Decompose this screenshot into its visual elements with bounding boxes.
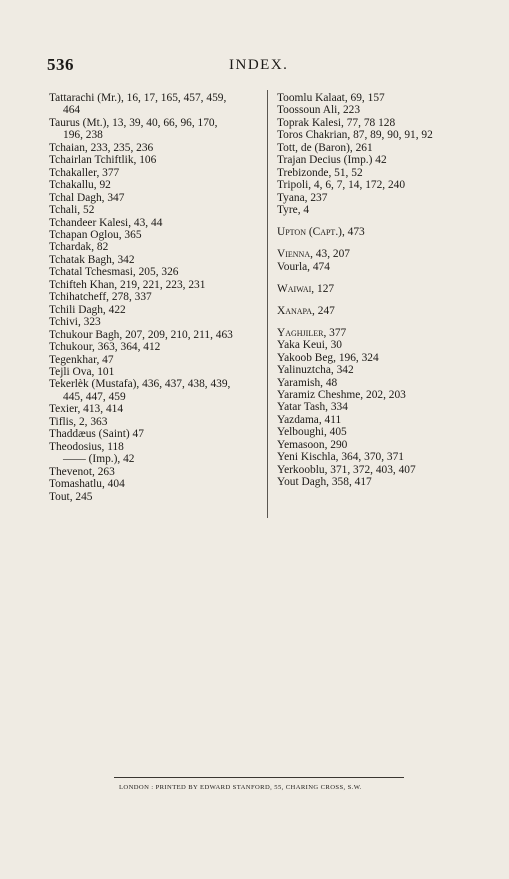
index-entry: Tchapan Oglou, 365 [49,228,142,241]
index-entry: Toossoun Ali, 223 [277,104,361,117]
index-entry: Tyana, 237 [277,191,328,204]
index-entry: Tekerlèk (Mustafa), 436, 437, 438, 439, [49,378,231,391]
index-entry: Tchali, 52 [49,204,95,217]
index-entry-continuation: 445, 447, 459 [63,390,126,403]
index-entry: Thaddæus (Saint) 47 [49,428,144,441]
index-entry: Tchili Dagh, 422 [49,303,126,316]
index-entry: Yout Dagh, 358, 417 [277,476,372,489]
index-entry: Tomashatlu, 404 [49,478,125,491]
index-entry: Upton (Capt.), 473 [277,226,365,239]
index-entry: Toomlu Kalaat, 69, 157 [277,92,385,104]
index-entry: Texier, 413, 414 [49,403,124,416]
index-entry: Tegenkhar, 47 [49,353,114,366]
index-entry: Yelboughi, 405 [277,426,347,439]
index-entry: Tout, 245 [49,490,93,503]
index-entry: Vienna, 43, 207 [277,248,350,261]
column-divider [267,90,268,518]
letter-section-gap [277,273,467,283]
letter-section-gap [277,295,467,305]
index-entry-continuation: 464 [63,104,81,117]
letter-section-gap [277,239,467,249]
index-entry: Yakoob Beg, 196, 324 [277,351,379,364]
printer-imprint: LONDON : PRINTED BY EDWARD STANFORD, 55, CHARING CROSS, S.W. [119,784,362,791]
index-entry: Yaramish, 48 [277,376,338,389]
index-entry: Yalinuztcha, 342 [277,364,354,377]
page-number: 536 [47,55,74,74]
index-entry: Trebizonde, 51, 52 [277,166,363,179]
index-entry: Tchukour, 363, 364, 412 [49,341,161,354]
index-entry: Toros Chakrian, 87, 89, 90, 91, 92 [277,129,433,142]
index-entry: Yazdama, 411 [277,413,342,426]
running-head: INDEX. [229,57,289,73]
index-entry: Trajan Decius (Imp.) 42 [277,154,387,167]
index-entry: Tchal Dagh, 347 [49,191,125,204]
index-entry: Tchatal Tchesmasi, 205, 326 [49,266,179,279]
index-entry: Xanapa, 247 [277,304,335,317]
index-entry: Tchihatcheff, 278, 337 [49,291,152,304]
index-column-left [49,92,262,503]
index-entry: Waiwai, 127 [277,282,335,295]
index-entry: Yerkooblu, 371, 372, 403, 407 [277,463,416,476]
letter-section-gap [277,217,467,227]
index-entry: Yaghjiler, 377 [277,326,347,339]
letter-section-gap [277,317,467,327]
index-entry: Tchifteh Khan, 219, 221, 223, 231 [49,278,206,291]
index-entry: Tchatak Bagh, 342 [49,253,135,266]
index-entry: Tchivi, 323 [49,316,101,329]
index-entry: Tott, de (Baron), 261 [277,141,373,154]
index-entry: Yemasoon, 290 [277,438,348,451]
footer-rule [114,777,404,778]
index-entry: Tchaian, 233, 235, 236 [49,141,154,154]
index-entry: Tyre, 4 [277,204,310,217]
index-entry: Yatar Tash, 334 [277,401,348,414]
index-entry: Tchardak, 82 [49,241,109,254]
index-entry: Tattarachi (Mr.), 16, 17, 165, 457, 459, [49,92,227,104]
index-entry: Toprak Kalesi, 77, 78 128 [277,116,396,129]
index-entry: Theodosius, 118 [49,440,124,453]
index-entry: Tripoli, 4, 6, 7, 14, 172, 240 [277,179,406,192]
index-entry: Thevenot, 263 [49,465,115,478]
index-entry: Tchukour Bagh, 207, 209, 210, 211, 463 [49,328,233,341]
index-entry: Tchakallu, 92 [49,179,111,192]
index-entry: Yaramiz Cheshme, 202, 203 [277,389,406,402]
index-entry: Tiflis, 2, 363 [49,415,108,428]
index-entry: Tchairlan Tchiftlik, 106 [49,154,157,167]
index-entry: Vourla, 474 [277,260,330,273]
index-entry-continuation: —— (Imp.), 42 [63,453,135,466]
index-entry: Yaka Keui, 30 [277,339,342,352]
index-entry: Tchandeer Kalesi, 43, 44 [49,216,163,229]
index-entry: Tchakaller, 377 [49,166,120,179]
index-entry: Taurus (Mt.), 13, 39, 40, 66, 96, 170, [49,116,218,129]
index-entry: Yeni Kischla, 364, 370, 371 [277,451,404,464]
index-column-right [277,92,467,489]
index-entry-continuation: 196, 238 [63,129,103,142]
index-entry: Tejli Ova, 101 [49,365,115,378]
